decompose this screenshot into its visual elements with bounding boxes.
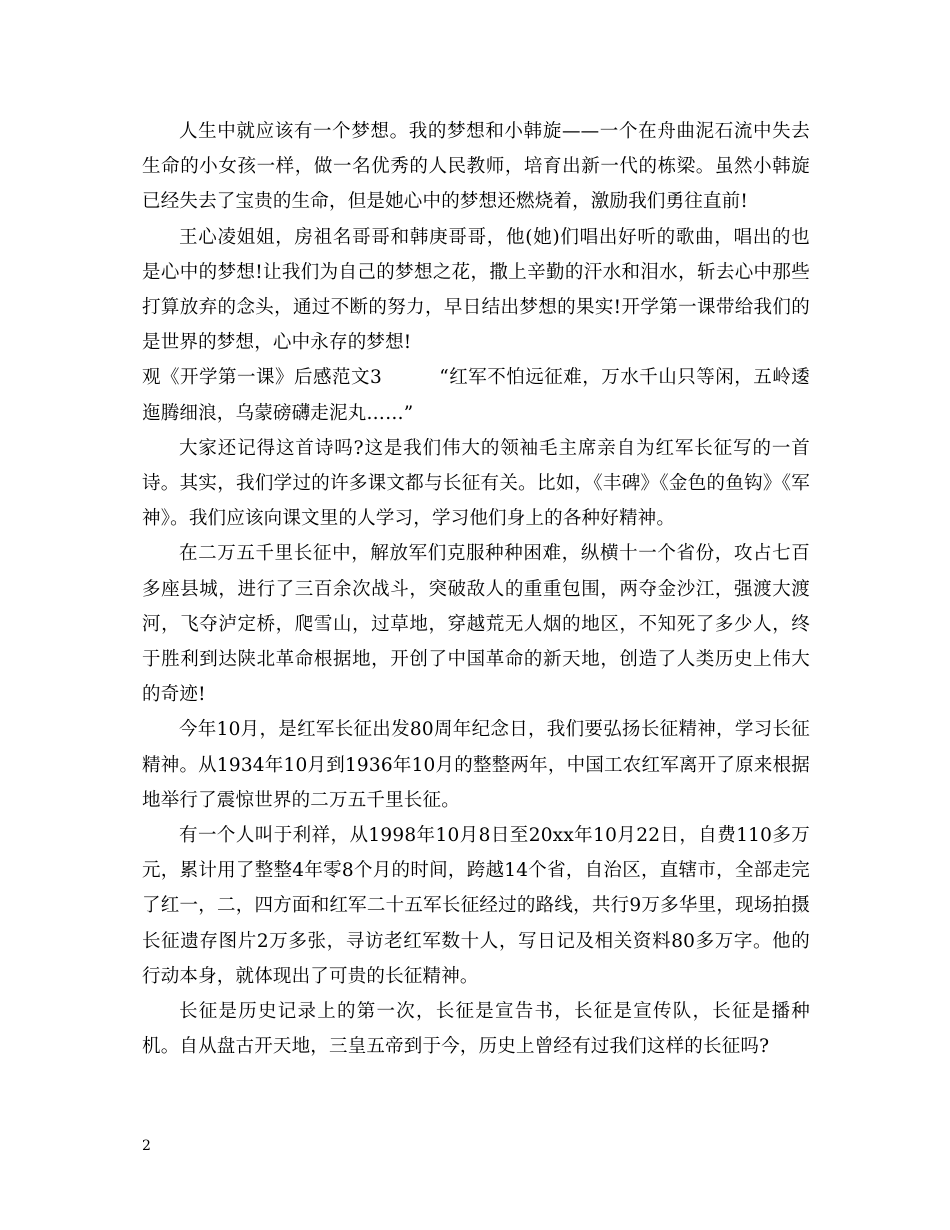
- paragraph-yu-lixiang: 有一个人叫于利祥，从1998年10月8日至20xx年10月22日，自费110多万元，累计用了整整4年零8个月的时间，跨越14个省，自治区，直辖市，全部走完了红一，二，四方面和红军二十五军长征经过的路线，共行9万多华里，现场拍摄长征遗存图片2万多张，寻访老红军数十人，写日记及相关资料80多万字。他的行动本身，就体现出了可贵的长征精神。: [142, 825, 810, 987]
- paragraph-long-march-first: 长征是历史记录上的第一次，长征是宣告书，长征是宣传队，长征是播种机。自从盘古开天地，三皇五帝到于今，历史上曾经有过我们这样的长征吗?: [142, 1001, 810, 1058]
- page-number: 2: [142, 1138, 151, 1154]
- paragraph-80th-anniversary: 今年10月，是红军长征出发80周年纪念日，我们要弘扬长征精神，学习长征精神。从1934年10月到1936年10月的整整两年，中国工农红军离开了原来根据地举行了震惊世界的二万五千里长征。: [142, 719, 810, 811]
- paragraph-singers-dream: 王心凌姐姐，房祖名哥哥和韩庚哥哥，他(她)们唱出好听的歌曲，唱出的也是心中的梦想!让我们为自己的梦想之花，撒上辛勤的汗水和泪水，斩去心中那些打算放弃的念头，通过不断的努力，早日结出梦想的果实!开学第一课带给我们的是世界的梦想，心中永存的梦想!: [142, 226, 810, 354]
- document-body: [142, 114, 810, 1064]
- paragraph-essay-3-heading-poem: 观《开学第一课》后感范文3 “红军不怕远征难，万水千山只等闲，五岭逶迤腾细浪，乌蒙磅礴走泥丸……”: [142, 367, 810, 424]
- paragraph-dream: 人生中就应该有一个梦想。我的梦想和小韩旋——一个在舟曲泥石流中失去生命的小女孩一样，做一名优秀的人民教师，培育出新一代的栋梁。虽然小韩旋已经失去了宝贵的生命，但是她心中的梦想还燃烧着，激励我们勇往直前!: [142, 121, 810, 213]
- paragraph-poem-remember: 大家还记得这首诗吗?这是我们伟大的领袖毛主席亲自为红军长征写的一首诗。其实，我们学过的许多课文都与长征有关。比如，《丰碑》《金色的鱼钩》《军神》。我们应该向课文里的人学习，学习他们身上的各种好精神。: [142, 437, 810, 530]
- paragraph-long-march-hardships: 在二万五千里长征中，解放军们克服种种困难，纵横十一个省份，攻占七百多座县城，进行了三百余次战斗，突破敌人的重重包围，两夺金沙江，强渡大渡河，飞夺泸定桥，爬雪山，过草地，穿越荒无人烟的地区，不知死了多少人，终于胜利到达陕北革命根据地，开创了中国革命的新天地，创造了人类历史上伟大的奇迹!: [142, 543, 810, 706]
